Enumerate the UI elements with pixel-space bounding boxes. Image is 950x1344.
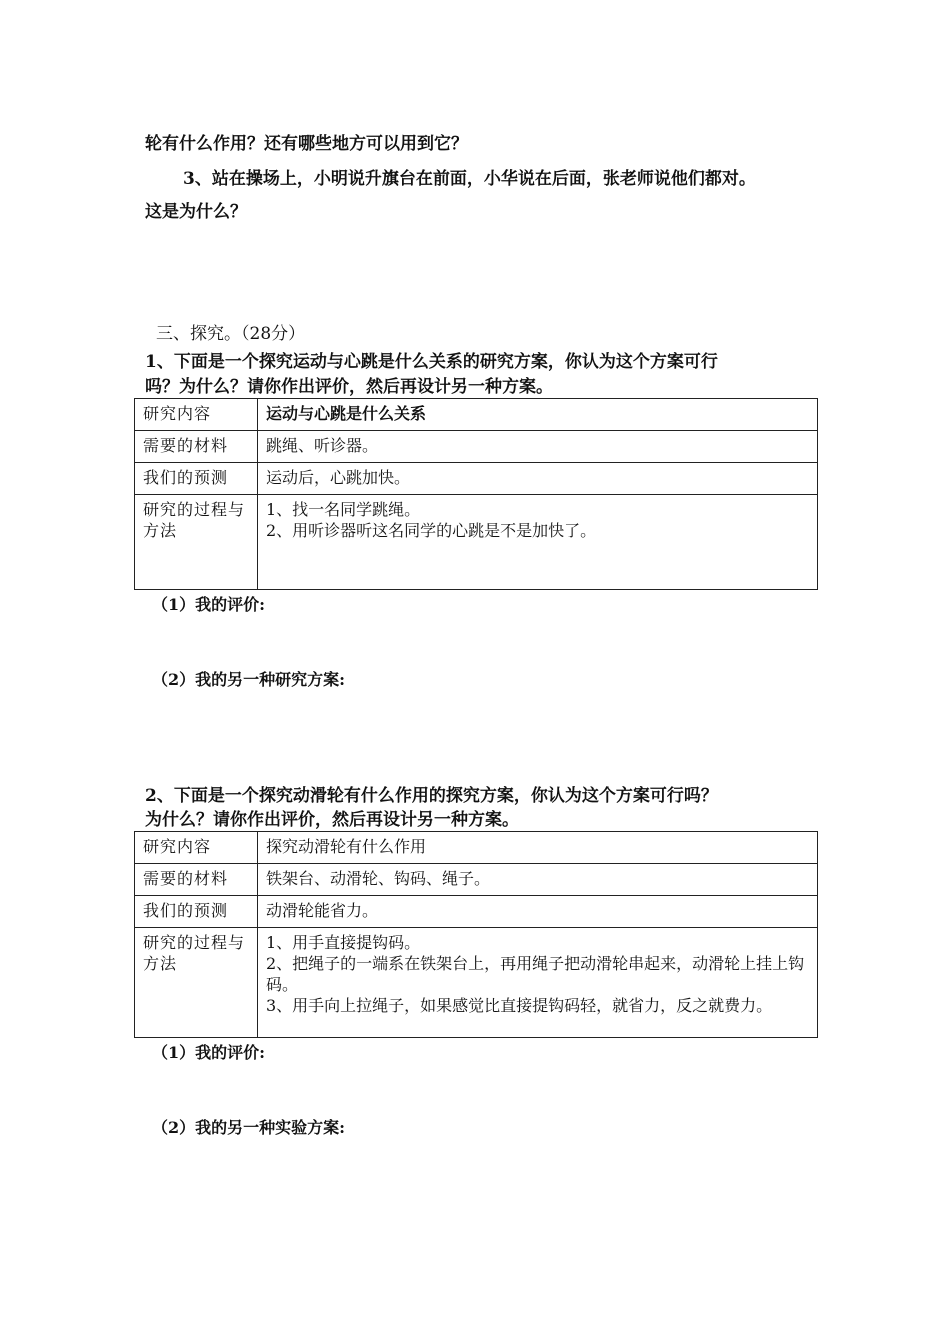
table-row (135, 928, 818, 1038)
table-row (135, 463, 818, 495)
q1-evaluation-label: （1）我的评价: (152, 595, 266, 614)
question-2-continuation: 轮有什么作用？还有哪些地方可以用到它？ (145, 134, 468, 154)
row-text: 运动后，心跳加快。 (266, 468, 411, 487)
q2-plan-table (134, 831, 818, 1038)
row-content (258, 463, 818, 495)
table-row (135, 431, 818, 463)
table-row (135, 864, 818, 896)
question-3-line2: 这是为什么？ (145, 202, 247, 222)
row-text: 探究动滑轮有什么作用 (266, 837, 427, 856)
table-row (135, 399, 818, 431)
row-label: 我们的预测 (135, 463, 258, 495)
q2-intro-line2: 为什么？请你作出评价，然后再设计另一种方案。 (145, 810, 519, 830)
row-text: 1、用手直接提钩码。 (266, 933, 421, 952)
question-3-line1: 3、站在操场上，小明说升旗台在前面，小华说在后面，张老师说他们都对。 (183, 169, 756, 189)
table-row (135, 896, 818, 928)
row-text: 动滑轮能省力。 (266, 901, 379, 920)
row-content (258, 896, 818, 928)
row-content (258, 431, 818, 463)
row-text: 2、用听诊器听这名同学的心跳是不是加快了。 (266, 521, 597, 540)
row-label: 研究内容 (135, 832, 258, 864)
row-content (258, 864, 818, 896)
row-text: 跳绳、听诊器。 (266, 436, 379, 455)
row-content (258, 399, 818, 431)
row-label: 研究内容 (135, 399, 258, 431)
section-3-heading: 三、探究。（28分） (156, 324, 306, 344)
q1-intro-line2: 吗？为什么？请你作出评价，然后再设计另一种方案。 (145, 377, 553, 397)
row-text: 3、用手向上拉绳子，如果感觉比直接提钩码轻，就省力，反之就费力。 (266, 996, 773, 1015)
row-text: 1、找一名同学跳绳。 (266, 500, 421, 519)
row-content (258, 832, 818, 864)
row-label: 我们的预测 (135, 896, 258, 928)
q2-alternative-label: （2）我的另一种实验方案: (152, 1118, 346, 1137)
row-text: 运动与心跳是什么关系 (266, 404, 427, 423)
row-label: 研究的过程与方法 (135, 928, 258, 1038)
row-content (258, 928, 818, 1038)
table-row (135, 495, 818, 590)
table-row (135, 832, 818, 864)
q2-intro-line1: 2、下面是一个探究动滑轮有什么作用的探究方案，你认为这个方案可行吗？ (145, 786, 718, 806)
row-label: 研究的过程与方法 (135, 495, 258, 590)
q1-plan-table (134, 398, 818, 590)
row-text: 铁架台、动滑轮、钩码、绳子。 (266, 869, 491, 888)
row-text: 2、把绳子的一端系在铁架台上，再用绳子把动滑轮串起来，动滑轮上挂上钩码。 (266, 954, 805, 994)
q2-evaluation-label: （1）我的评价: (152, 1043, 266, 1062)
q1-alternative-label: （2）我的另一种研究方案: (152, 670, 346, 689)
row-label: 需要的材料 (135, 864, 258, 896)
row-label: 需要的材料 (135, 431, 258, 463)
q1-intro-line1: 1、下面是一个探究运动与心跳是什么关系的研究方案，你认为这个方案可行 (145, 352, 718, 372)
row-content (258, 495, 818, 590)
